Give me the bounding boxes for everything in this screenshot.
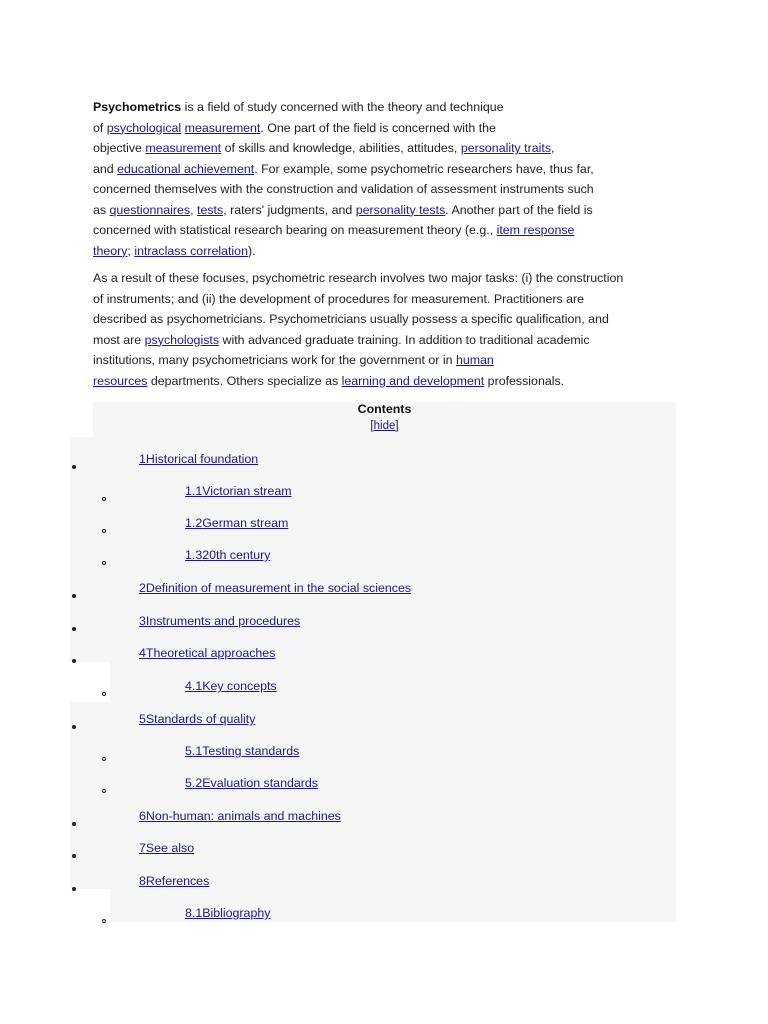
toc-number: 1.2 [185,516,203,530]
toc-number: 4.1 [185,679,203,693]
toc-number: 5.1 [185,744,203,758]
link-item-response-theory[interactable]: item response [496,223,575,237]
toc-number: 2 [139,581,146,595]
toc-text: See also [145,841,195,855]
line [93,330,623,351]
link-psychological[interactable]: psychological [106,120,182,135]
text: objective [93,141,146,155]
link-intraclass-correlation[interactable]: intraclass correlation [134,243,248,258]
line [93,350,623,371]
text: , [551,141,555,155]
toc-item-bullet [72,627,76,631]
line [93,200,594,221]
text: and [93,161,118,176]
text: most are [93,332,145,347]
text: , raters' judgments, and [223,202,356,217]
link-educational-achievement[interactable]: educational achievement [117,161,255,176]
bracket: ] [395,420,399,432]
toc-text: References [145,874,210,888]
link-human-resources[interactable]: human [455,353,494,367]
link-personality-tests[interactable]: personality tests [355,202,446,217]
toc-number: 1.1 [185,484,203,498]
toc-text: Theoretical approaches [145,646,276,660]
term-psychometrics: Psychometrics [93,100,182,114]
toc-title: Contents [357,402,412,416]
toc-link-1-2[interactable] [185,516,288,530]
text: departments. Others specialize as [147,373,342,388]
line [93,97,594,118]
toc-link-3[interactable] [139,614,300,628]
toc-number: 5.2 [185,776,203,790]
toc-item-bullet [72,887,76,891]
text: of [93,120,107,135]
text: As a result of these focuses, psychometric research involves two major tasks: (i) the construction [93,271,624,285]
text: described as psychometricians. Psychometricians usually possess a specific qualification, and [93,312,609,326]
text: . One part of the field is concerned with the [260,120,496,135]
text: with advanced graduate training. In addition to traditional academic [219,332,590,347]
line [93,309,623,330]
toc-link-4[interactable] [139,646,275,660]
toc-background [70,702,676,889]
toc-number: 1.3 [185,548,203,562]
toc-item-bullet [72,465,76,469]
text: concerned with statistical research bearing on measurement theory (e.g., [93,223,497,237]
toc-link-1[interactable] [139,452,258,466]
toc-number: 6 [139,809,146,823]
toc-subitem-bullet [102,529,106,533]
toc-subitem-bullet [102,789,106,793]
line [93,371,623,392]
line [93,118,594,139]
toc-link-8-1[interactable] [185,906,270,920]
tasks-paragraph [93,268,623,391]
toc-background [70,437,676,662]
toc-text: Instruments and procedures [145,614,301,628]
line [93,289,623,310]
link-questionnaires[interactable]: questionnaires [109,202,191,217]
toc-number: 7 [139,841,146,855]
toc-text: Evaluation standards [202,776,318,790]
link-item-response-theory-cont[interactable]: theory [93,243,128,258]
text: professionals. [484,373,565,388]
toc-item-bullet [72,822,76,826]
toc-link-5-1[interactable] [185,744,299,758]
line [93,159,594,180]
text: of skills and knowledge, abilities, attitudes, [221,141,461,155]
link-tests[interactable]: tests [197,202,224,217]
link-learning-and-development[interactable]: learning and development [341,373,485,388]
toc-link-7[interactable] [139,841,194,855]
link-human-resources-cont[interactable]: resources [93,373,148,388]
text: ; [127,243,135,258]
toc-number: 8 [139,874,146,888]
text: of instruments; and (ii) the development of procedures for measurement. Practitioners are [93,291,585,306]
line [93,268,623,289]
toc-number: 8.1 [185,906,203,920]
text: is a field of study concerned with the theory and technique [181,100,504,114]
text: as [93,202,110,217]
link-measurement-2[interactable]: measurement [145,141,222,155]
toc-text: Victorian stream [202,484,292,498]
text: , [190,202,198,217]
toc-item-bullet [72,594,76,598]
toc-link-5[interactable] [139,712,255,726]
line [93,179,594,200]
toc-subitem-bullet [102,919,106,923]
text: ). [247,243,256,258]
link-psychologists[interactable]: psychologists [144,332,220,347]
toc-text: Testing standards [202,744,300,758]
link-personality-traits[interactable]: personality traits [460,141,552,155]
toc-link-6[interactable] [139,809,341,823]
toc-item-bullet [72,854,76,858]
toc-number: 1 [139,452,146,466]
toc-subitem-bullet [102,692,106,696]
toc-hide-control [93,420,676,432]
toc-text: Key concepts [202,679,277,693]
toc-subitem-bullet [102,757,106,761]
toc-link-2[interactable] [139,581,411,595]
toc-number: 3 [139,614,146,628]
text: . Another part of the field is [445,202,593,217]
toc-item-bullet [72,659,76,663]
line [93,241,594,262]
toc-text: Historical foundation [145,452,259,466]
bracket: [ [370,420,374,432]
toc-subitem-bullet [102,561,106,565]
toc-text: Bibliography [202,906,271,920]
toc-link-8[interactable] [139,874,209,888]
toc-item-bullet [72,725,76,729]
toc-hide-link[interactable]: hide [373,420,396,432]
toc-text: Standards of quality [145,712,256,726]
intro-paragraph [93,97,594,261]
text: . For example, some psychometric researchers have, thus far, [254,161,594,176]
toc-text: Definition of measurement in the social sciences [145,581,412,595]
toc-text: Non-human: animals and machines [145,809,341,823]
toc-link-5-2[interactable] [185,776,318,790]
toc-link-4-1[interactable] [185,679,277,693]
text: concerned themselves with the construction and validation of assessment instruments such [93,182,594,196]
toc-subitem-bullet [102,497,106,501]
toc-text: German stream [202,516,289,530]
line [93,220,594,241]
toc-text: 20th century [202,548,271,562]
toc-link-1-1[interactable] [185,484,292,498]
toc-number: 4 [139,646,146,660]
line [93,138,594,159]
toc-number: 5 [139,712,146,726]
text: institutions, many psychometricians work for the government or in [93,353,456,367]
toc-link-1-3[interactable] [185,548,270,562]
link-measurement[interactable]: measurement [184,120,261,135]
